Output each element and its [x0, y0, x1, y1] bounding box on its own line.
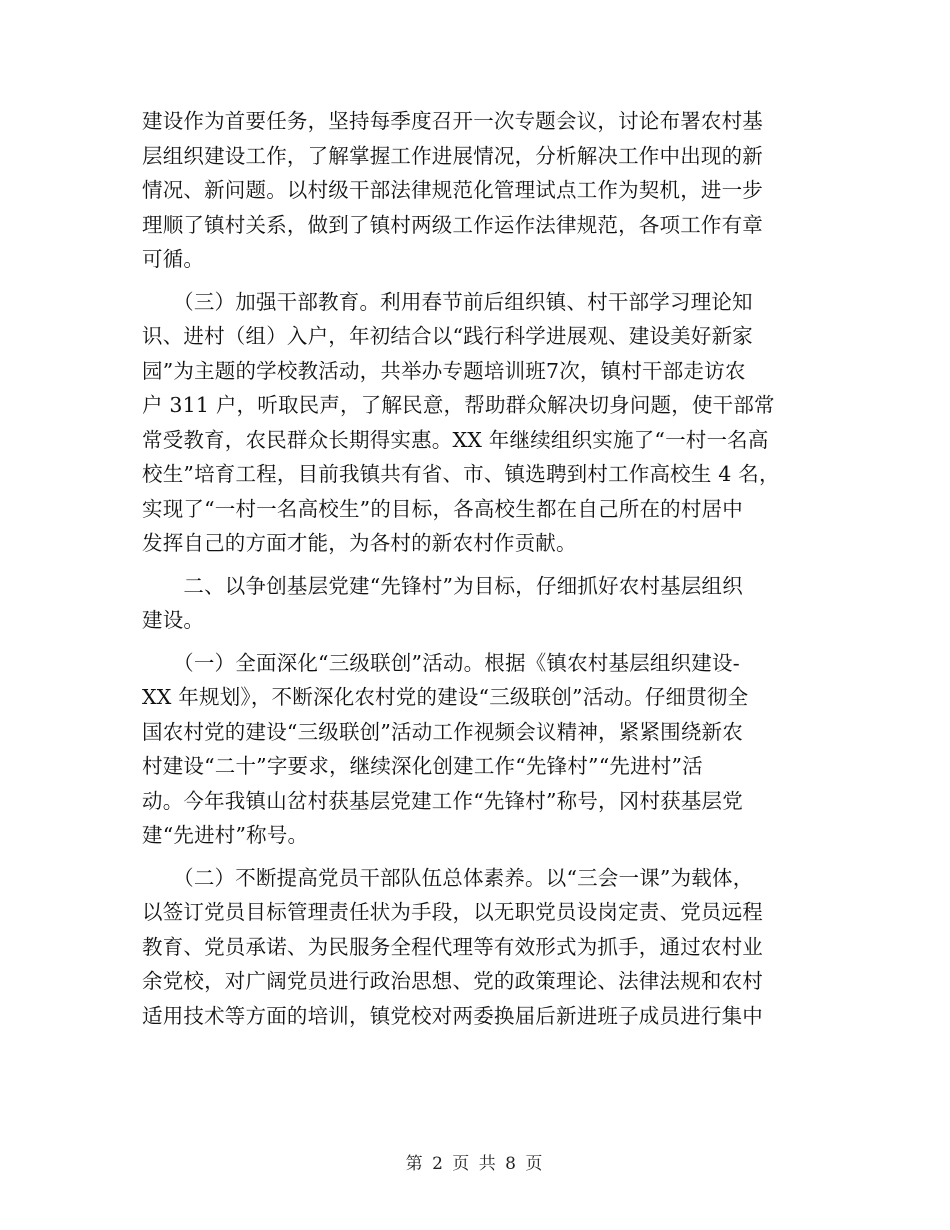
text-line: 识、进村（组）入户，年初结合以“践行科学进展观、建设美好新家: [142, 324, 753, 348]
text-line: 适用技术等方面的培训，镇党校对两委换届后新进班子成员进行集中: [142, 1003, 763, 1028]
text-line: 实现了“一村一名高校生”的目标，各高校生都在自己所在的村居中: [142, 496, 743, 521]
text-line: 发挥自己的方面才能，为各村的新农村作贡献。: [142, 531, 577, 555]
document-body: [142, 104, 810, 1033]
text-line: 理顺了镇村关系，做到了镇村两级工作运作法律规范，各项工作有章: [142, 212, 763, 237]
text-line: 二、以争创基层党建“先锋村”为目标，仔细抓好农村基层组织: [142, 573, 743, 598]
text-line: 建“先进村”称号。: [142, 823, 309, 847]
text-line: 国农村党的建设“三级联创”活动工作视频会议精神，紧紧围绕新农: [142, 719, 743, 744]
page-number-footer: 第 2 页 共 8 页: [405, 1154, 545, 1174]
paragraph-gap: [142, 638, 810, 646]
text-line: （二）不断提高党员干部队伍总体素养。以“三会一课”为载体，: [142, 865, 754, 890]
text-line: 情况、新问题。以村级干部法律规范化管理试点工作为契机，进一步: [142, 178, 763, 202]
text-line: （三）加强干部教育。利用春节前后组织镇、村干部学习理论知: [142, 289, 753, 314]
text-line: 教育、党员承诺、为民服务全程代理等有效形式为抓手，通过农村业: [142, 934, 763, 959]
text-line: 园”为主题的学校教活动，共举办专题培训班7次，镇村干部走访农: [142, 358, 746, 383]
paragraph-gap: [142, 277, 810, 285]
text-line: 以签订党员目标管理责任状为手段，以无职党员设岗定责、党员远程: [142, 900, 763, 924]
text-line: 校生”培育工程，目前我镇共有省、市、镇选聘到村工作高校生 4 名，: [142, 462, 780, 486]
paragraph-gap: [142, 853, 810, 861]
text-line: 层组织建设工作，了解掌握工作进展情况，分析解决工作中出现的新: [142, 143, 763, 168]
text-line: 户 311 户，听取民声，了解民意，帮助群众解决切身问题，使干部常: [142, 393, 775, 417]
text-line: XX 年规划》，不断深化农村党的建设“三级联创”活动。仔细贯彻全: [142, 685, 749, 709]
text-line: 常受教育，农民群众长期得实惠。XX 年继续组织实施了“一村一名高: [142, 427, 769, 452]
text-line: 余党校，对广阔党员进行政治思想、党的政策理论、法律法规和农村: [142, 969, 763, 993]
text-line: 建设作为首要任务，坚持每季度召开一次专题会议，讨论布署农村基: [142, 109, 763, 133]
text-line: （一）全面深化“三级联创”活动。根据《镇农村基层组织建设-: [142, 650, 740, 675]
text-line: 动。今年我镇山岔村获基层党建工作“先锋村”称号，冈村获基层党: [142, 788, 743, 813]
paragraph-gap: [142, 561, 810, 569]
text-line: 村建设“二十”字要求，继续深化创建工作“先锋村”“先进村”活: [142, 754, 703, 778]
text-line: 可循。: [142, 247, 205, 271]
text-line: 建设。: [142, 608, 205, 632]
